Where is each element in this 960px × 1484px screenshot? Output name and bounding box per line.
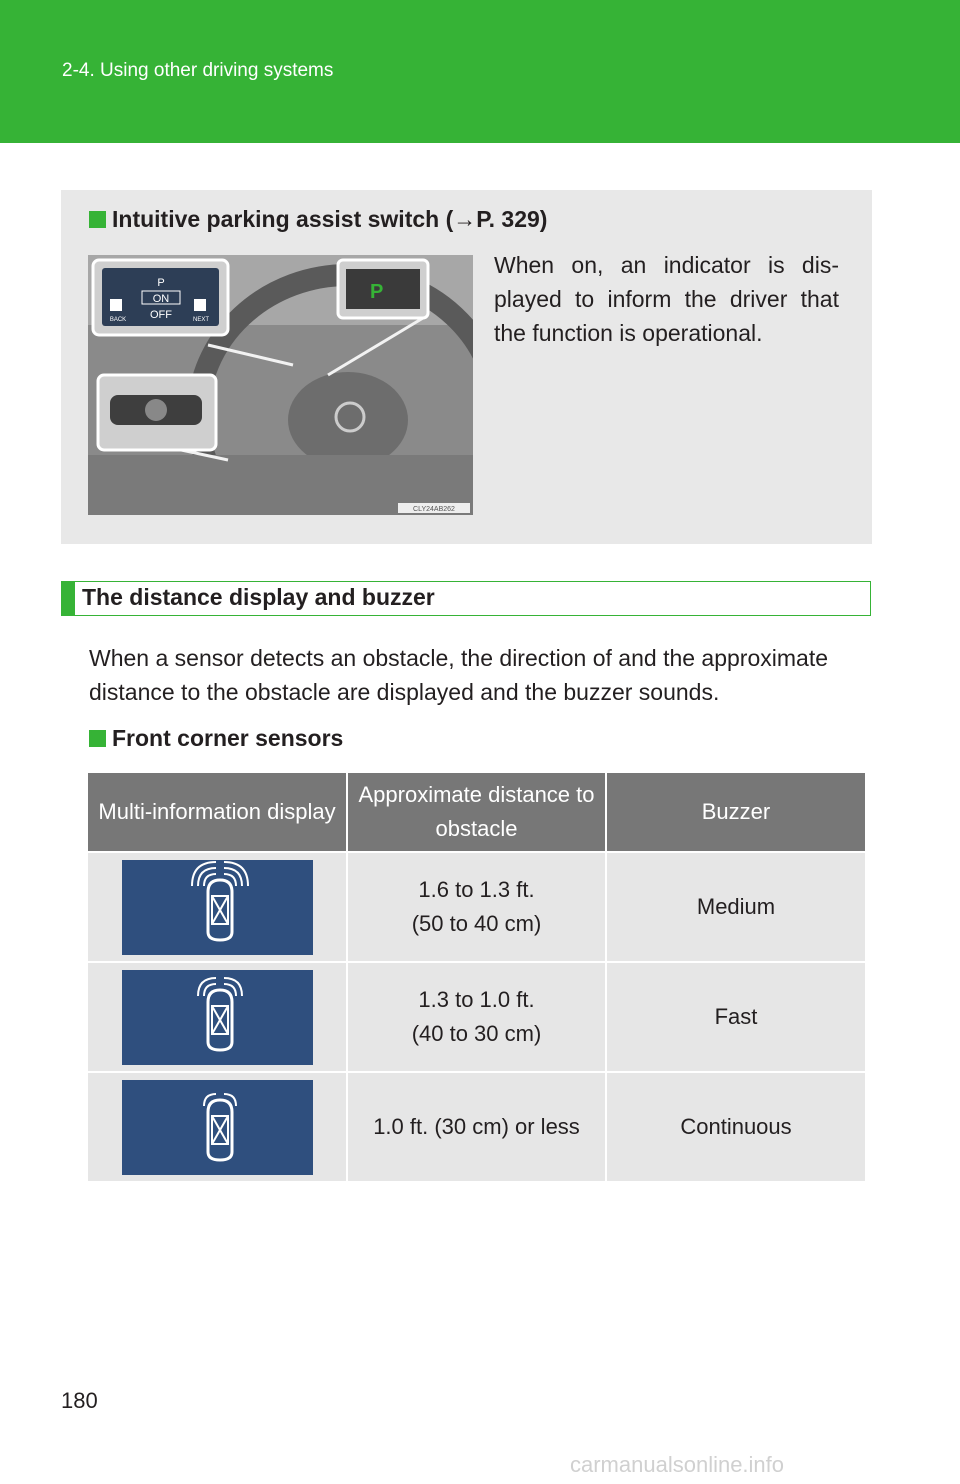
header-title: 2-4. Using other driving systems [62, 60, 334, 81]
header-buzzer: Buzzer [606, 773, 865, 852]
page-number: 180 [61, 1388, 98, 1413]
screen-next-label: NEXT [192, 317, 210, 323]
buzzer-cell: Continuous [606, 1072, 865, 1181]
car-sensor-icon [122, 970, 313, 1065]
display-indicator [122, 970, 313, 1065]
indicator-label: P [370, 281, 384, 303]
bullet-square-icon [89, 211, 106, 228]
car-sensor-icon [122, 1080, 313, 1175]
photo-code: CLY24AB262 [413, 506, 455, 513]
sub-heading: Front corner sensors [89, 725, 343, 752]
svg-text:P: P [157, 277, 165, 289]
buzzer-cell: Fast [606, 962, 865, 1072]
panel-description: When on, an indicator is dis-played to inform the driver that the function is operational. [494, 252, 839, 346]
display-cell [88, 1072, 347, 1181]
distance-cell: 1.0 ft. (30 cm) or less [347, 1072, 606, 1181]
section-title: The distance display and buzzer [82, 584, 435, 610]
dashboard-photo [88, 255, 473, 515]
buzzer-cell: Medium [606, 852, 865, 962]
distance-cell: 1.6 to 1.3 ft. (50 to 40 cm) [347, 852, 606, 962]
screen-off-label: OFF [150, 309, 172, 321]
table-row [88, 1072, 865, 1181]
car-sensor-icon [122, 860, 313, 955]
section-body: When a sensor detects an obstacle, the direction of and the approximate distance to the obstacle are displayed and the buzzer sounds. [89, 645, 828, 705]
display-indicator [122, 860, 313, 955]
section-title-bar [61, 581, 871, 616]
table-row [88, 852, 865, 962]
section-accent [61, 582, 75, 615]
header-distance: Approximate distance to obstacle [347, 773, 606, 852]
sensor-table [88, 773, 865, 1181]
bullet-square-icon [89, 730, 106, 747]
table-header-row [88, 773, 865, 852]
distance-cell: 1.3 to 1.0 ft. (40 to 30 cm) [347, 962, 606, 1072]
panel-heading: Intuitive parking assist switch (→P. 329) [89, 206, 547, 233]
screen-on-label: ON [152, 293, 170, 305]
info-panel [61, 190, 872, 544]
display-cell [88, 852, 347, 962]
screen-back-label: BACK [109, 317, 127, 323]
table-row [88, 962, 865, 1072]
page-header [0, 0, 960, 143]
header-display: Multi-information display [88, 773, 347, 852]
watermark: carmanualsonline.info [570, 1452, 785, 1477]
display-cell [88, 962, 347, 1072]
display-indicator [122, 1080, 313, 1175]
dashboard-illustration [88, 255, 473, 515]
